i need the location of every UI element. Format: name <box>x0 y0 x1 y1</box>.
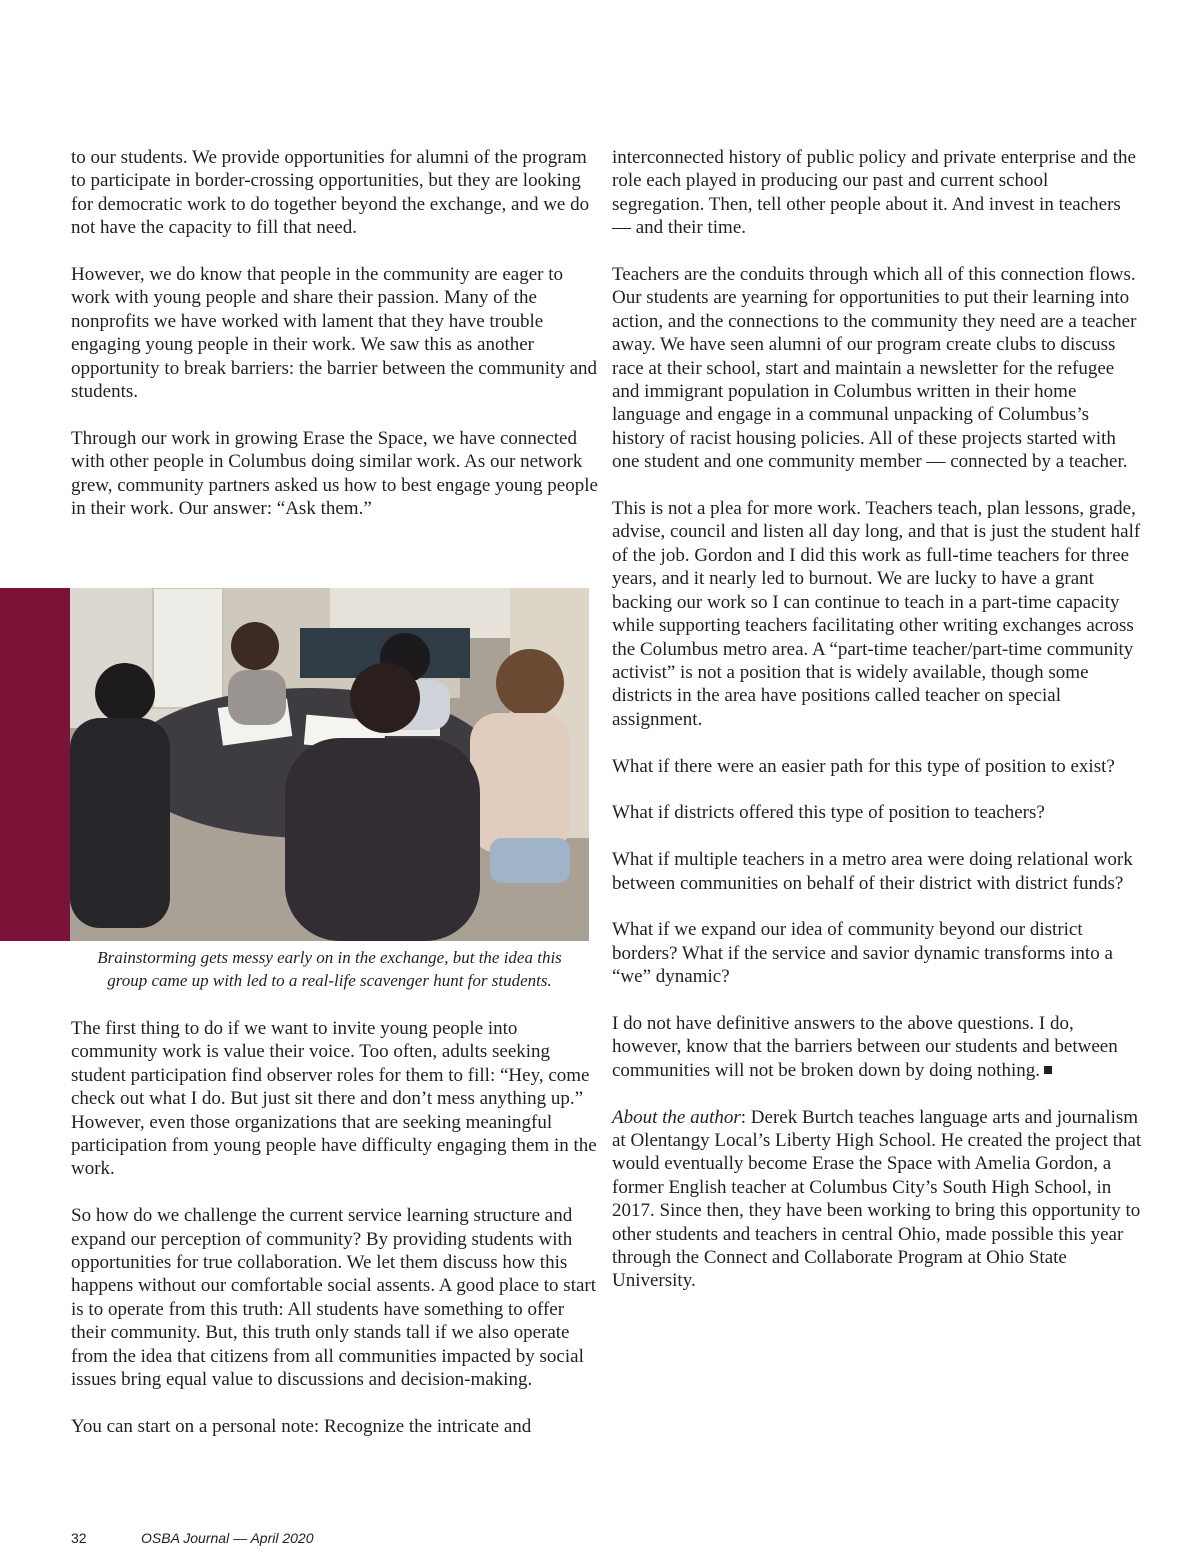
left-paragraph-3: Through our work in growing Erase the Space, we have connected with other people in Columbus doing similar work. As our network grew, community partners asked us how to best engage young people in their work. Our answer: “Ask them.” <box>71 427 598 520</box>
right-column <box>612 146 1142 1316</box>
left-paragraph-6: You can start on a personal note: Recognize the intricate and <box>71 1415 532 1437</box>
left-paragraph-1: to our students. We provide opportunities for alumni of the program to participate in border-crossing opportunities, but they are looking for democratic work to do together beyond the exchange, and we do not have the capacity to fill that need. <box>71 147 590 239</box>
photo-person-front-head <box>350 663 420 733</box>
left-column <box>71 146 601 544</box>
photo-person-left-body <box>70 718 170 928</box>
right-paragraph-6: What if multiple teachers in a metro area were doing relational work between communities on behalf of their district with district funds? <box>612 849 1133 894</box>
photo-person-right-head <box>496 649 564 717</box>
photo-person-right-body <box>470 713 570 853</box>
left-column-lower <box>71 1017 601 1462</box>
about-author-text: : Derek Burtch teaches language arts and journalism at Olentangy Local’s Liberty High School. He created the project that would eventually become Erase the Space with Amelia Gordon, a former English teacher at Columbus City’s South High School, in 2017. Since then, they have been working to bring this opportunity to other students and teachers in central Ohio, made possible this year through the Connect and Collaborate Program at Ohio State University. <box>612 1106 1142 1292</box>
right-paragraph-1: interconnected history of public policy and private enterprise and the role each played in producing our past and current school segregation. Then, tell other people about it. And invest in teachers — and their time. <box>612 147 1136 239</box>
publication-info: OSBA Journal — April 2020 <box>141 1530 314 1546</box>
left-paragraph-4: The first thing to do if we want to invite young people into community work is value their voice. Too often, adults seeking student participation find observer roles for them to fill: “Hey, come check out what I do. But just sit there and don’t mess anything up.” However, even those organizations that are seeking meaningful participation from young people have difficulty engaging them in the work. <box>71 1018 597 1180</box>
students-brainstorming-photo <box>70 588 589 941</box>
photo-person-back-body <box>228 670 286 725</box>
photo-person-right-shorts <box>490 838 570 883</box>
right-paragraph-5: What if districts offered this type of position to teachers? <box>612 802 1045 824</box>
photo-person-left-head <box>95 663 155 723</box>
photo-window <box>153 588 223 708</box>
closing-text: I do not have definitive answers to the above questions. I do, however, know that the barriers between our students and between communities will not be broken down by doing nothing. <box>612 1012 1118 1081</box>
left-paragraph-2: However, we do know that people in the community are eager to work with young people and share their passion. Many of the nonprofits we have worked with lament that they have trouble engaging young people in their work. We saw this as another opportunity to break barriers: the barrier between the community and students. <box>71 264 598 403</box>
photo-illustration <box>70 588 589 941</box>
right-paragraph-4: What if there were an easier path for this type of position to exist? <box>612 755 1115 777</box>
caption-line-2: group came up with led to a real-life scavenger hunt for students. <box>107 971 552 990</box>
end-of-article-icon <box>1044 1066 1052 1074</box>
about-author-label: About the author <box>612 1106 741 1128</box>
photo-person-front-body <box>285 738 480 941</box>
about-the-author <box>612 1106 1142 1293</box>
accent-bar <box>0 588 70 941</box>
left-paragraph-5: So how do we challenge the current service learning structure and expand our perception of community? By providing students with opportunities for true collaboration. We let them discuss how this happens without our comfortable social assents. A good place to start is to operate from this truth: All students have something to offer their community. But, this truth only stands tall if we also operate from the idea that citizens from all communities impacted by social issues bring equal value to discussions and decision-making. <box>71 1205 597 1391</box>
right-paragraph-2: Teachers are the conduits through which all of this connection flows. Our students are yearning for opportunities to put their learning into action, and the connections to the community they need are a teacher away. We have seen alumni of our program create clubs to discuss race at their school, start and maintain a newsletter for the refugee and immigrant population in Columbus written in their home language and engage in a communal unpacking of Columbus’s history of racist housing policies. All of these projects started with one student and one community member — connected by a teacher. <box>612 264 1137 473</box>
photo-person-back-head <box>231 622 279 670</box>
page-number: 32 <box>71 1530 87 1546</box>
right-paragraph-7: What if we expand our idea of community beyond our district borders? What if the service and savior dynamic transforms into a “we” dynamic? <box>612 919 1113 988</box>
right-paragraph-3: This is not a plea for more work. Teachers teach, plan lessons, grade, advise, council and listen all day long, and that is just the student half of the job. Gordon and I did this work as full-time teachers for three years, and it nearly led to burnout. We are lucky to have a grant backing our work so I can continue to teach in a part-time capacity while supporting teachers facilitating other writing exchanges across the Columbus metro area. A “part-time teacher/part-time community activist” is not a position that is widely available, though some districts in the area have positions called teacher on special assignment. <box>612 498 1141 730</box>
right-paragraph-8 <box>612 1012 1142 1082</box>
photo-caption <box>70 946 589 992</box>
caption-line-1: Brainstorming gets messy early on in the exchange, but the idea this <box>97 948 562 967</box>
